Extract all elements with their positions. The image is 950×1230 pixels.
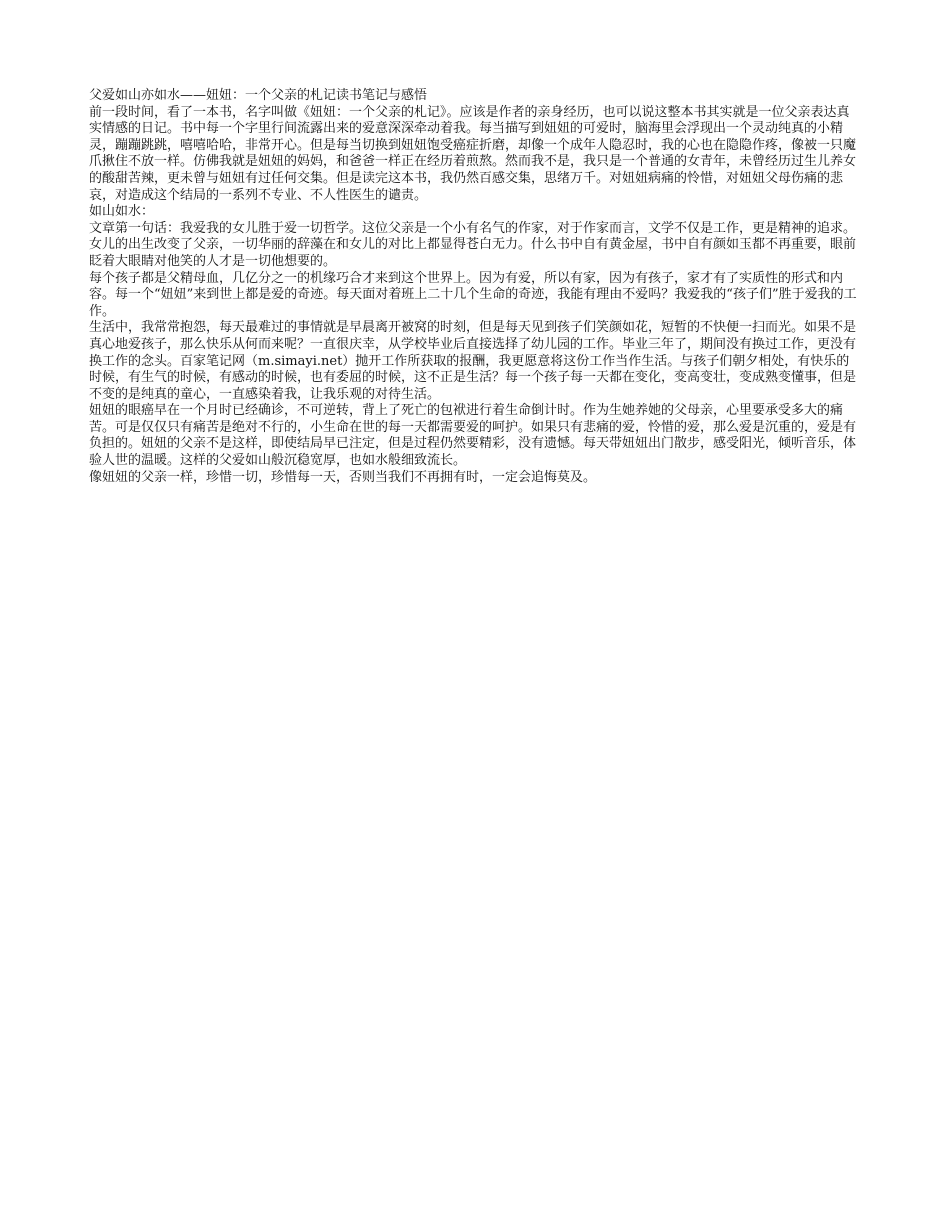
paragraph-every-child: 每个孩子都是父精母血，几亿分之一的机缘巧合才来到这个世界上。因为有爱，所以有家，因为有孩子，家才有了实质性的形式和内容。每一个“妞妞”来到世上都是爱的奇迹。每天面对着班上二十几个生命的奇迹，我能有理由不爱吗？我爱我的“孩子们”胜于爱我的工作。 (89, 270, 857, 319)
section-heading: 如山如水： (89, 204, 155, 220)
article-title: 父爱如山亦如水——妞妞：一个父亲的札记读书笔记与感悟 (89, 88, 428, 103)
paragraph-conclusion: 像妞妞的父亲一样，珍惜一切，珍惜每一天，否则当我们不再拥有时，一定会追悔莫及。 (89, 469, 597, 485)
paragraph-niuniu-illness: 妞妞的眼癌早在一个月时已经确诊，不可逆转，背上了死亡的包袱进行着生命倒计时。作为生她养她的父母亲，心里要承受多大的痛苦。可是仅仅只有痛苦是绝对不行的，小生命在世的每一天都需要爱的呵护。如果只有悲痛的爱，怜惜的爱，那么爱是沉重的，爱是有负担的。妞妞的父亲不是这样，即使结局早已注定，但是过程仍然要精彩，没有遗憾。每天带妞妞出门散步，感受阳光，倾听音乐，体验人世的温暖。这样的父爱如山般沉稳宽厚，也如水般细致流长。 (89, 403, 857, 469)
article (89, 88, 857, 486)
paragraph-life: 生活中，我常常抱怨，每天最难过的事情就是早晨离开被窝的时刻，但是每天见到孩子们笑颜如花，短暂的不快便一扫而光。如果不是真心地爱孩子，那么快乐从何而来呢？一直很庆幸，从学校毕业后直接选择了幼儿园的工作。毕业三年了，期间没有换过工作，更没有换工作的念头。百家笔记网（m.simayi.net）抛开工作所获取的报酬，我更愿意将这份工作当作生活。与孩子们朝夕相处，有快乐的时候，有生气的时候，有感动的时候，也有委屈的时候，这不正是生活？每一个孩子每一天都在变化，变高变壮，变成熟变懂事，但是不变的是纯真的童心，一直感染着我，让我乐观的对待生活。 (89, 320, 857, 402)
paragraph-first-sentence: 文章第一句话：我爱我的女儿胜于爱一切哲学。这位父亲是一个小有名气的作家，对于作家而言，文学不仅是工作，更是精神的追求。女儿的出生改变了父亲，一切华丽的辞藻在和女儿的对比上都显得苍白无力。什么书中自有黄金屋，书中自有颜如玉都不再重要，眼前眨着大眼睛对他笑的人才是一切他想要的。 (89, 220, 857, 269)
paragraph-intro: 前一段时间，看了一本书，名字叫做《妞妞：一个父亲的札记》。应该是作者的亲身经历，也可以说这整本书其实就是一位父亲表达真实情感的日记。书中每一个字里行间流露出来的爱意深深牵动着我。每当描写到妞妞的可爱时，脑海里会浮现出一个灵动纯真的小精灵，蹦蹦跳跳，嘻嘻哈哈，非常开心。但是每当切换到妞妞饱受癌症折磨，却像一个成年人隐忍时，我的心也在隐隐作疼，像被一只魔爪揪住不放一样。仿佛我就是妞妞的妈妈，和爸爸一样正在经历着煎熬。然而我不是，我只是一个普通的女青年，未曾经历过生儿养女的酸甜苦辣，更未曾与妞妞有过任何交集。但是读完这本书，我仍然百感交集，思绪万千。对妞妞病痛的怜惜，对妞妞父母伤痛的悲哀，对造成这个结局的一系列不专业、不人性医生的谴责。 (89, 104, 857, 203)
